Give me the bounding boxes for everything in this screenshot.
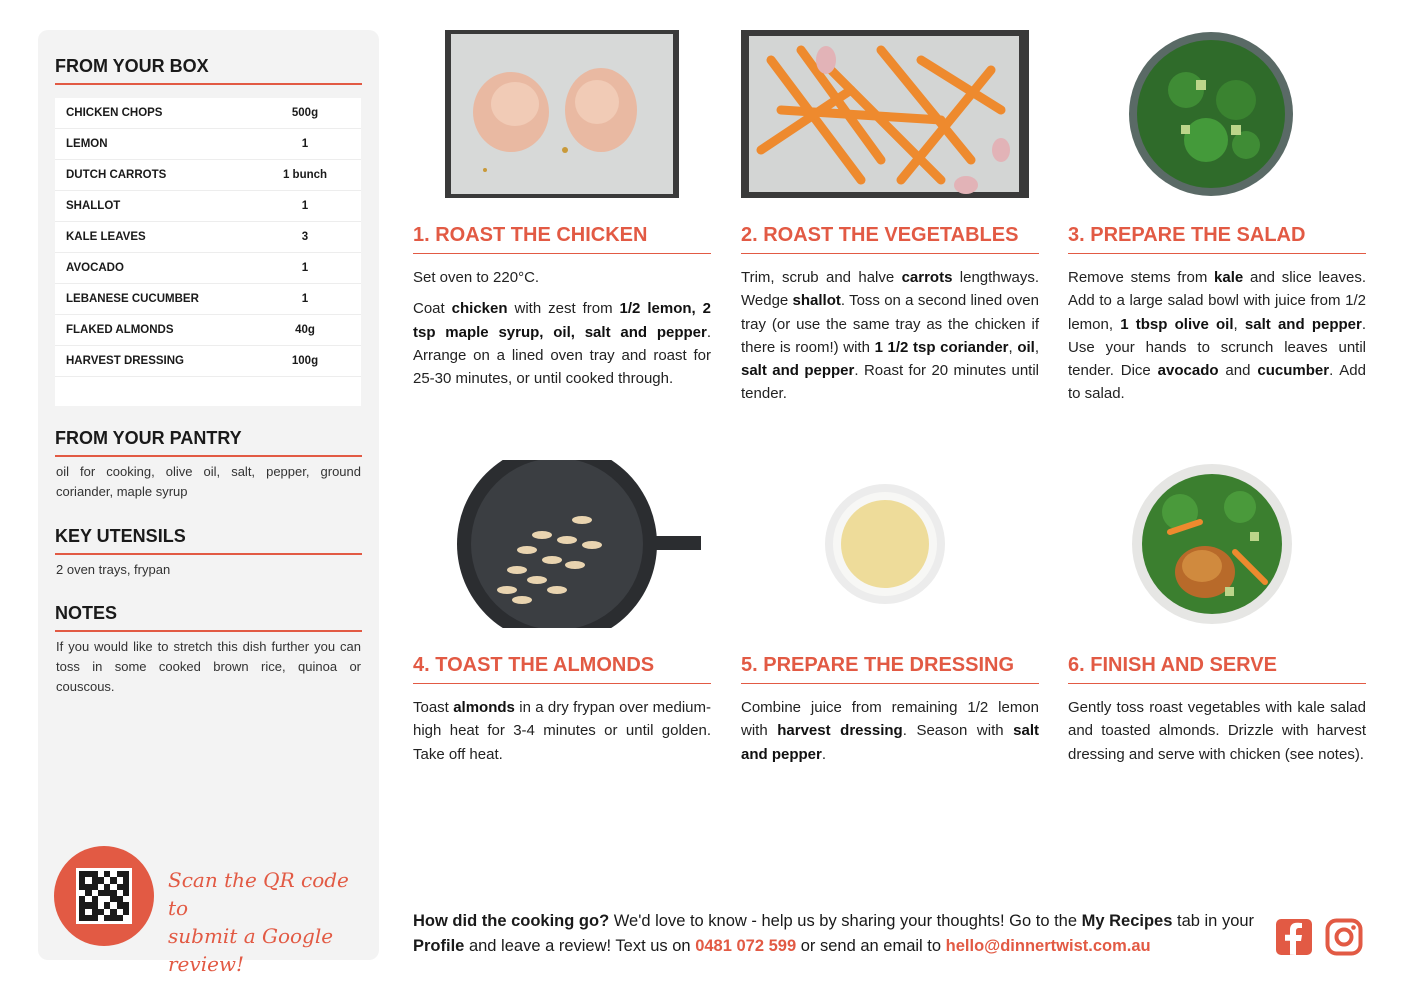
roast-vegetables-photo bbox=[741, 30, 1029, 198]
harvest-dressing-bowl-photo bbox=[823, 482, 947, 606]
step-title: 6. FINISH AND SERVE bbox=[1068, 654, 1366, 684]
footer-question: How did the cooking go? bbox=[413, 912, 610, 930]
step-body bbox=[1068, 696, 1366, 774]
pantry-text: oil for cooking, olive oil, salt, pepper, ground coriander, maple syrup bbox=[56, 464, 361, 499]
ingredient-name: SHALLOT bbox=[66, 200, 121, 212]
notes-heading: NOTES bbox=[55, 603, 362, 632]
feedback-footer bbox=[413, 909, 1263, 959]
footer-text: tab in your bbox=[1172, 912, 1255, 930]
step-title: 5. PREPARE THE DRESSING bbox=[741, 654, 1039, 684]
ingredient-row bbox=[55, 98, 361, 129]
ingredient-qty: 1 bunch bbox=[282, 169, 328, 181]
step-title: 3. PREPARE THE SALAD bbox=[1068, 224, 1366, 254]
ingredient-qty: 100g bbox=[291, 355, 319, 367]
ingredient-row bbox=[55, 253, 361, 284]
step-body bbox=[741, 266, 1039, 414]
step-paragraph: Set oven to 220°C. bbox=[413, 269, 540, 286]
step-paragraph: Combine juice from remaining 1/2 lemon with harvest dressing. Season with salt and pepper. bbox=[741, 699, 1040, 763]
step-title: 4. TOAST THE ALMONDS bbox=[413, 654, 711, 684]
ingredient-qty: 500g bbox=[291, 107, 319, 119]
ingredient-name: KALE LEAVES bbox=[66, 231, 146, 243]
ingredient-row bbox=[55, 129, 361, 160]
key-utensils-heading: KEY UTENSILS bbox=[55, 526, 362, 555]
ingredient-qty: 1 bbox=[301, 138, 309, 150]
ingredient-row bbox=[55, 191, 361, 222]
footer-text: or send an email to bbox=[796, 937, 946, 955]
ingredients-table bbox=[55, 98, 361, 406]
phone-link[interactable]: 0481 072 599 bbox=[695, 937, 797, 955]
ingredient-qty: 1 bbox=[301, 293, 309, 305]
qr-code-icon bbox=[76, 868, 132, 924]
step-paragraph: Gently toss roast vegetables with kale salad and toasted almonds. Drizzle with harvest dressing and serve with chicken (see notes). bbox=[1068, 699, 1366, 763]
qr-caption bbox=[168, 866, 368, 978]
profile-link[interactable]: Profile bbox=[413, 937, 465, 955]
instagram-icon[interactable] bbox=[1325, 918, 1363, 956]
qr-code-badge[interactable] bbox=[54, 846, 154, 946]
toasted-almonds-frypan-photo bbox=[457, 460, 703, 628]
my-recipes-link[interactable]: My Recipes bbox=[1081, 912, 1173, 930]
from-your-box-heading: FROM YOUR BOX bbox=[55, 56, 362, 85]
step-body bbox=[413, 696, 711, 774]
ingredient-name: FLAKED ALMONDS bbox=[66, 324, 174, 336]
ingredient-qty: 40g bbox=[295, 324, 315, 336]
step-paragraph: Remove stems from kale and slice leaves. Add to a large salad bowl with juice from 1/2 lemon, 1 tbsp olive oil, salt and pepper. Use your hands to scrunch leaves until tender. Dice avocado and cucumber. Add to salad. bbox=[1068, 269, 1367, 403]
ingredient-row bbox=[55, 160, 361, 191]
ingredient-qty: 3 bbox=[301, 231, 309, 243]
ingredient-row bbox=[55, 315, 361, 346]
finished-dish-photo bbox=[1130, 462, 1294, 626]
step-body bbox=[413, 266, 711, 398]
footer-text: We'd love to know - help us by sharing your thoughts! Go to the bbox=[609, 912, 1082, 930]
utensils-text: 2 oven trays, frypan bbox=[56, 562, 171, 577]
step-body bbox=[741, 696, 1039, 774]
ingredient-name: LEMON bbox=[66, 138, 108, 150]
ingredient-qty: 1 bbox=[301, 262, 309, 274]
ingredient-row bbox=[55, 284, 361, 315]
qr-caption-line2: submit a Google review! bbox=[168, 924, 334, 976]
email-link[interactable]: hello@dinnertwist.com.au bbox=[945, 937, 1151, 955]
footer-text: and leave a review! Text us on bbox=[464, 937, 696, 955]
qr-caption-line1: Scan the QR code to bbox=[168, 868, 349, 920]
ingredient-name: AVOCADO bbox=[66, 262, 124, 274]
ingredient-name: HARVEST DRESSING bbox=[66, 355, 185, 367]
step-paragraph: Trim, scrub and halve carrots lengthways. Wedge shallot. Toss on a second lined oven tray (or use the same tray as the chicken if there is room!) with 1 1/2 tsp coriander, oil, salt and pepper. Roast for 20 minutes until tender. bbox=[741, 269, 1040, 403]
ingredient-name: CHICKEN CHOPS bbox=[66, 107, 163, 119]
kale-salad-bowl-photo bbox=[1126, 30, 1296, 198]
step-paragraph: Toast almonds in a dry frypan over medium-high heat for 3-4 minutes or until golden. Take off heat. bbox=[413, 699, 711, 763]
notes-text: If you would like to stretch this dish further you can toss in some cooked brown rice, quinoa or couscous. bbox=[56, 639, 361, 694]
from-your-pantry-heading: FROM YOUR PANTRY bbox=[55, 428, 362, 457]
step-title: 1. ROAST THE CHICKEN bbox=[413, 224, 711, 254]
step-paragraph: Coat chicken with zest from 1/2 lemon, 2 tsp maple syrup, oil, salt and pepper. Arrange on a lined oven tray and roast for 25-30 minutes, or until cooked through. bbox=[413, 300, 711, 388]
step-title: 2. ROAST THE VEGETABLES bbox=[741, 224, 1039, 254]
ingredient-row bbox=[55, 346, 361, 377]
ingredient-name: DUTCH CARROTS bbox=[66, 169, 167, 181]
facebook-icon[interactable] bbox=[1275, 918, 1313, 956]
ingredient-name: LEBANESE CUCUMBER bbox=[66, 293, 199, 305]
ingredients-sidebar bbox=[38, 30, 379, 976]
roast-chicken-photo bbox=[445, 30, 679, 198]
ingredient-row bbox=[55, 222, 361, 253]
step-body bbox=[1068, 266, 1366, 414]
ingredient-qty: 1 bbox=[301, 200, 309, 212]
